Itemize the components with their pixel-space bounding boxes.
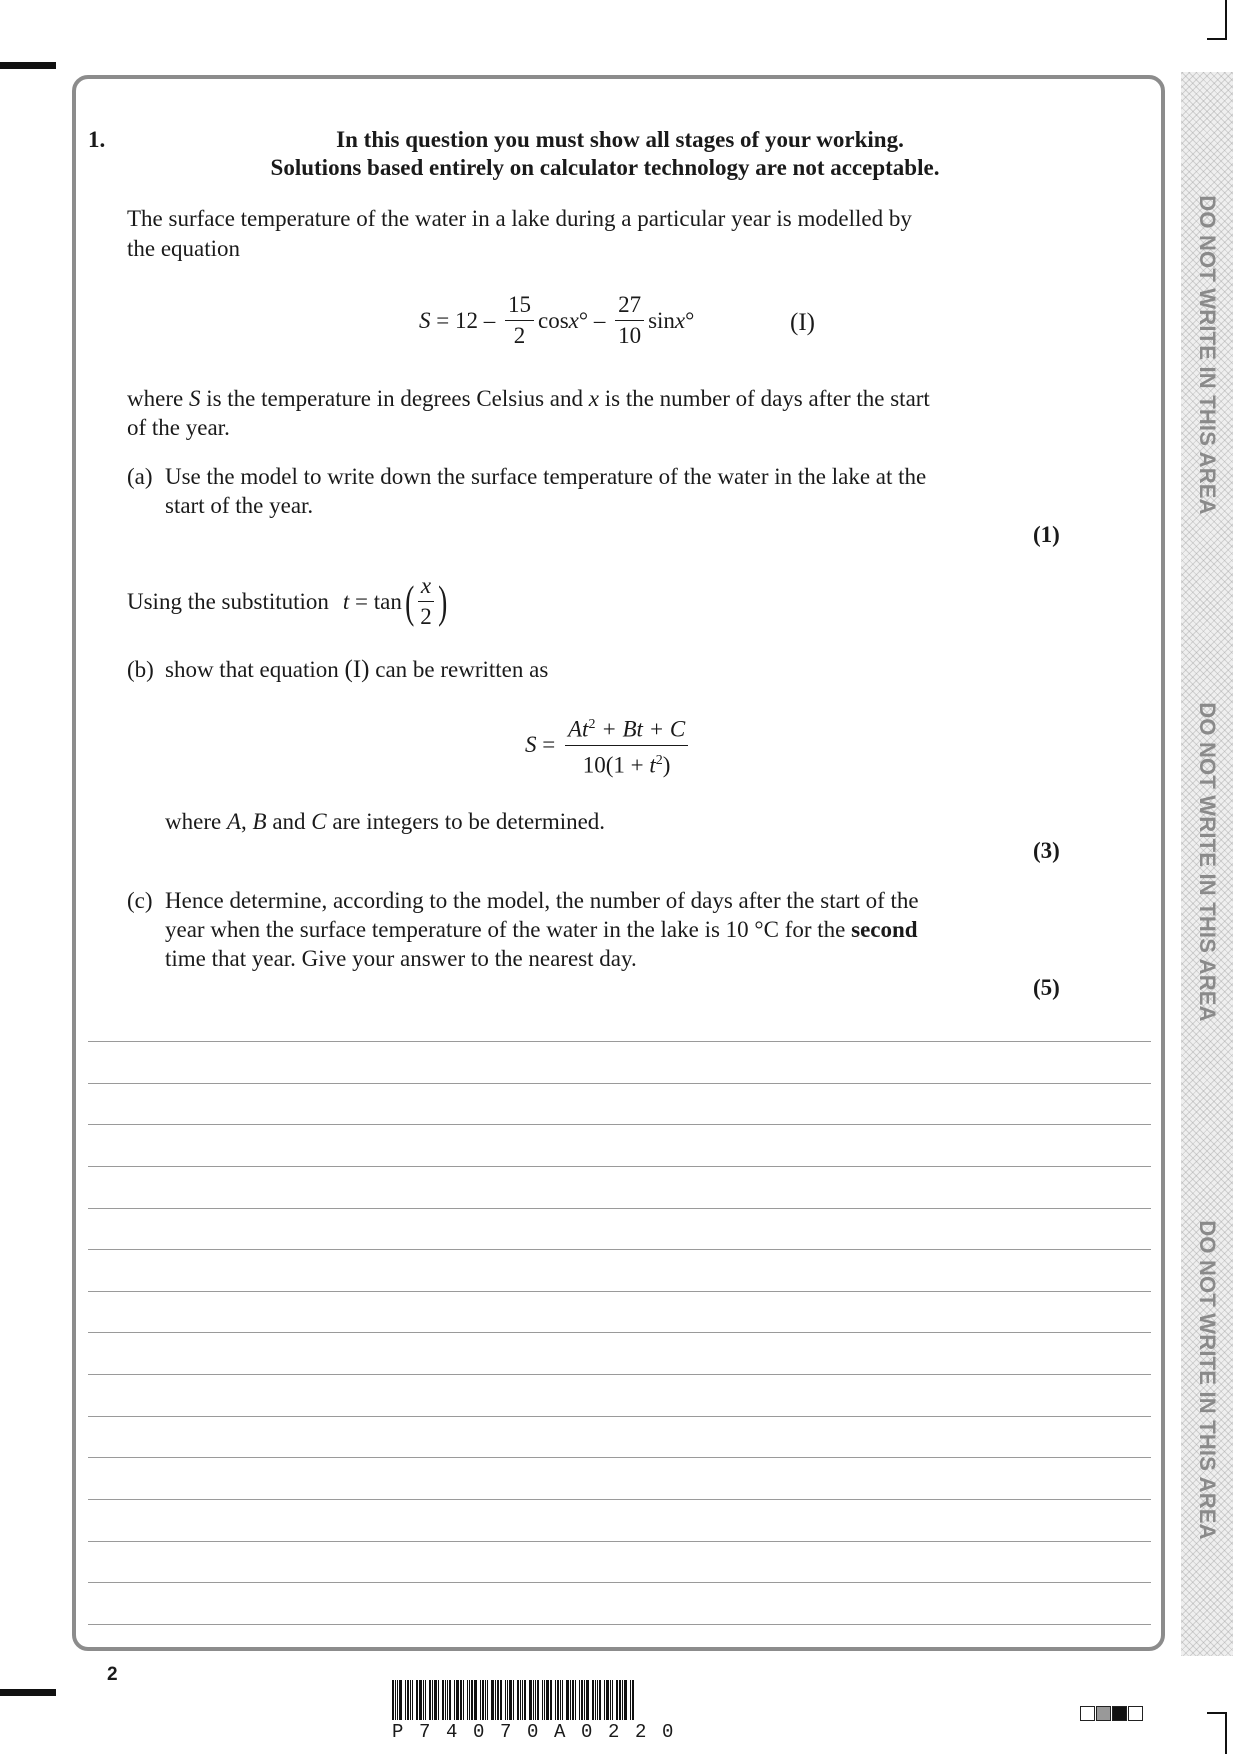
corner-mark-top-right-h [1207, 38, 1227, 40]
part-c-line-3: time that year. Give your answer to the nearest day. [165, 946, 637, 971]
barcode-bar [533, 1680, 534, 1720]
barcode-bar [566, 1680, 569, 1720]
barcode-bar [622, 1680, 623, 1720]
side-notice-middle: DO NOT WRITE IN THIS AREA [1195, 702, 1220, 1022]
barcode-bar [610, 1680, 611, 1720]
substitution-line [127, 573, 450, 630]
substitution-equals-tan: = tan [349, 588, 402, 614]
answer-line[interactable] [88, 1541, 1151, 1542]
part-c-label: (c) [127, 888, 153, 913]
rew-den-10: 10 [582, 752, 606, 778]
barcode-bar [562, 1680, 563, 1720]
barcode-bar [397, 1680, 398, 1720]
eq-frac2-den: 10 [618, 323, 642, 348]
barcode-bar [597, 1680, 598, 1720]
substitution-t: t [342, 588, 350, 614]
barcode-bar [423, 1680, 424, 1720]
substitution-x: x [418, 573, 434, 602]
barcode-bar [442, 1680, 444, 1720]
barcode-bar [399, 1680, 402, 1720]
page-marker-boxes [1080, 1706, 1143, 1721]
barcode-bar [624, 1680, 627, 1720]
barcode-bar [555, 1680, 556, 1720]
barcode-bar [471, 1680, 473, 1720]
where-s: S [188, 386, 201, 411]
barcode-bar [432, 1680, 433, 1720]
rew-den-sq: 2 [655, 752, 663, 768]
eq-sin: sin [648, 307, 675, 333]
intro-line-2: the equation [127, 236, 241, 261]
barcode-bar [575, 1680, 576, 1720]
part-b-where [165, 807, 605, 836]
barcode-bar [405, 1680, 406, 1720]
rew-fraction [565, 712, 688, 778]
instruction-line-2: Solutions based entirely on calculator technology are not acceptable. [270, 155, 940, 180]
barcode-bar [550, 1680, 552, 1720]
marker-box-grey [1096, 1706, 1111, 1721]
answer-line[interactable] [88, 1249, 1151, 1250]
answer-line[interactable] [88, 1083, 1151, 1084]
side-notice-bottom: DO NOT WRITE IN THIS AREA [1195, 1220, 1220, 1540]
barcode-bar [438, 1680, 439, 1720]
part-b-label: (b) [127, 657, 154, 682]
answer-line[interactable] [88, 1291, 1151, 1292]
barcode-bar [586, 1680, 589, 1720]
part-b-marks: (3) [1033, 838, 1060, 863]
where-c: C [311, 809, 327, 834]
barcode-bar [599, 1680, 601, 1720]
part-a-line-2: start of the year. [165, 493, 314, 518]
barcode-bar [505, 1680, 506, 1720]
rew-lhs: S [525, 732, 537, 758]
eq-deg-minus: ° – [578, 307, 612, 333]
barcode-bar [456, 1680, 459, 1720]
part-c-line-2-pre: year when the surface temperature of the water in the lake is 10 °C for the [165, 917, 852, 942]
rew-den-t: t [649, 752, 656, 778]
where-a: A [226, 809, 241, 834]
barcode-bar [467, 1680, 468, 1720]
answer-line[interactable] [88, 1166, 1151, 1167]
part-b-pre: show that equation [165, 657, 345, 682]
where-comma: , [241, 809, 253, 834]
where-line-2: of the year. [127, 415, 230, 440]
rew-num-rest: + Bt + C [595, 716, 686, 742]
rew-equals: = [536, 732, 561, 758]
barcode-bar [416, 1680, 418, 1720]
equation-label: (I) [790, 309, 815, 336]
barcode-bar [619, 1680, 621, 1720]
barcode-bar [570, 1680, 571, 1720]
eq-x1: x [568, 307, 579, 333]
barcode-bar [460, 1680, 462, 1720]
answer-line[interactable] [88, 1457, 1151, 1458]
barcode-bar [463, 1680, 464, 1720]
part-a-line-1: Use the model to write down the surface temperature of the water in the lake at the [165, 464, 927, 489]
answer-line[interactable] [88, 1624, 1151, 1625]
barcode-bar [482, 1680, 484, 1720]
question-number: 1. [88, 127, 106, 152]
barcode-bar [454, 1680, 455, 1720]
page-number: 2 [107, 1664, 118, 1685]
eq-part1: = 12 – [430, 307, 501, 333]
barcode-bar [513, 1680, 514, 1720]
eq-lhs: S [419, 307, 431, 333]
barcode-bar [542, 1680, 543, 1720]
where-b: B [252, 809, 267, 834]
barcode-bar [537, 1680, 539, 1720]
barcode-bar [487, 1680, 488, 1720]
where-pre: where [127, 386, 189, 411]
where-abc-post: are integers to be determined. [326, 809, 606, 834]
barcode-bar [522, 1680, 523, 1720]
eq-fraction-1 [505, 292, 534, 349]
answer-line[interactable] [88, 1582, 1151, 1583]
barcode-bar [632, 1680, 634, 1720]
eq-frac2-num: 27 [615, 292, 644, 321]
barcode-bar [612, 1680, 613, 1720]
substitution-text: Using the substitution [127, 588, 329, 614]
where-and: and [266, 809, 312, 834]
barcode-bar [517, 1680, 519, 1720]
barcode-bar [606, 1680, 609, 1720]
barcode-bar [500, 1680, 502, 1720]
barcode-bar [495, 1680, 496, 1720]
barcode-bar [485, 1680, 486, 1720]
barcode-bar [469, 1680, 470, 1720]
part-b-post: can be rewritten as [369, 657, 549, 682]
where-line-1 [127, 384, 930, 413]
where-post: is the number of days after the start [598, 386, 930, 411]
barcode-bar [560, 1680, 561, 1720]
margin-mark-top [0, 62, 56, 69]
part-a-marks: (1) [1033, 522, 1060, 547]
answer-line[interactable] [88, 1499, 1151, 1500]
eq-frac1-num: 15 [505, 292, 534, 321]
rew-num-sq: 2 [588, 717, 596, 732]
barcode-bar [449, 1680, 451, 1720]
barcode-bar [407, 1680, 409, 1720]
corner-mark-bottom-right [1225, 1712, 1227, 1754]
rewritten-equation [525, 712, 692, 778]
barcode-bar [524, 1680, 526, 1720]
barcode-bar [579, 1680, 580, 1720]
barcode-bar [410, 1680, 411, 1720]
marker-box-empty [1080, 1706, 1095, 1721]
intro-line-1: The surface temperature of the water in a lake during a particular year is modelled by [127, 206, 912, 231]
answer-line[interactable] [88, 1332, 1151, 1333]
open-paren: ( [404, 575, 415, 627]
part-c-line-1: Hence determine, according to the model, the number of days after the start of the [165, 888, 919, 913]
marker-box-empty [1128, 1706, 1143, 1721]
corner-mark-bottom-right-h [1207, 1712, 1227, 1714]
part-c-marks: (5) [1033, 975, 1060, 1000]
barcode-bar [395, 1680, 396, 1720]
substitution-two: 2 [420, 604, 432, 629]
barcode-bar [509, 1680, 512, 1720]
eq-cos: cos [537, 307, 569, 333]
barcode-bar [497, 1680, 499, 1720]
barcode-bar [425, 1680, 426, 1720]
part-c-line-2-bold: second [851, 917, 918, 942]
barcode-bar [604, 1680, 605, 1720]
barcode-bar [544, 1680, 545, 1720]
eq-fraction-2 [615, 292, 644, 349]
rew-denominator [580, 746, 674, 779]
barcode-bar [447, 1680, 448, 1720]
side-notice-top: DO NOT WRITE IN THIS AREA [1195, 195, 1220, 515]
corner-mark-top-right [1225, 0, 1227, 40]
barcode-bar [572, 1680, 574, 1720]
answer-line[interactable] [88, 1124, 1151, 1125]
barcode-bar [616, 1680, 618, 1720]
close-paren: ) [437, 575, 447, 627]
where-x: x [588, 386, 599, 411]
part-b-ref: (I) [344, 656, 370, 683]
barcode-bar [584, 1680, 585, 1720]
substitution-fraction [417, 573, 435, 630]
barcode-bar [480, 1680, 481, 1720]
barcode [392, 1680, 844, 1720]
barcode-bar [581, 1680, 583, 1720]
barcode-bar [445, 1680, 446, 1720]
part-c-line-2 [165, 915, 918, 944]
answer-line[interactable] [88, 1416, 1151, 1417]
equation-i [419, 292, 694, 349]
barcode-bar [529, 1680, 532, 1720]
barcode-bar [557, 1680, 559, 1720]
barcode-bar [630, 1680, 631, 1720]
part-b-line-1 [165, 655, 548, 684]
barcode-bar [592, 1680, 594, 1720]
answer-line[interactable] [88, 1374, 1151, 1375]
barcode-bar [434, 1680, 437, 1720]
barcode-bar [419, 1680, 422, 1720]
barcode-bar [474, 1680, 477, 1720]
eq-deg: ° [685, 307, 695, 333]
barcode-text: P74070A0220 [392, 1721, 690, 1743]
barcode-bar [546, 1680, 549, 1720]
rew-num-at: At [567, 716, 589, 742]
part-a-label: (a) [127, 464, 153, 489]
where-abc-pre: where [165, 809, 227, 834]
margin-mark-bottom [0, 1689, 56, 1696]
barcode-bar [429, 1680, 431, 1720]
barcode-bar [520, 1680, 521, 1720]
rew-numerator [565, 712, 688, 746]
barcode-bar [392, 1680, 394, 1720]
instruction-line-1: In this question you must show all stages of your working. [336, 127, 904, 152]
barcode-bar [491, 1680, 494, 1720]
marker-box-black [1112, 1706, 1127, 1721]
barcode-bar [535, 1680, 536, 1720]
answer-line[interactable] [88, 1208, 1151, 1209]
barcode-bar [507, 1680, 508, 1720]
barcode-bar [595, 1680, 596, 1720]
rew-den-close: ) [662, 752, 671, 778]
rew-den-open: (1 + [605, 752, 650, 778]
eq-x2: x [674, 307, 686, 333]
eq-frac1-den: 2 [513, 323, 526, 348]
barcode-bar [412, 1680, 413, 1720]
where-mid: is the temperature in degrees Celsius and [200, 386, 589, 411]
answer-line[interactable] [88, 1041, 1151, 1042]
